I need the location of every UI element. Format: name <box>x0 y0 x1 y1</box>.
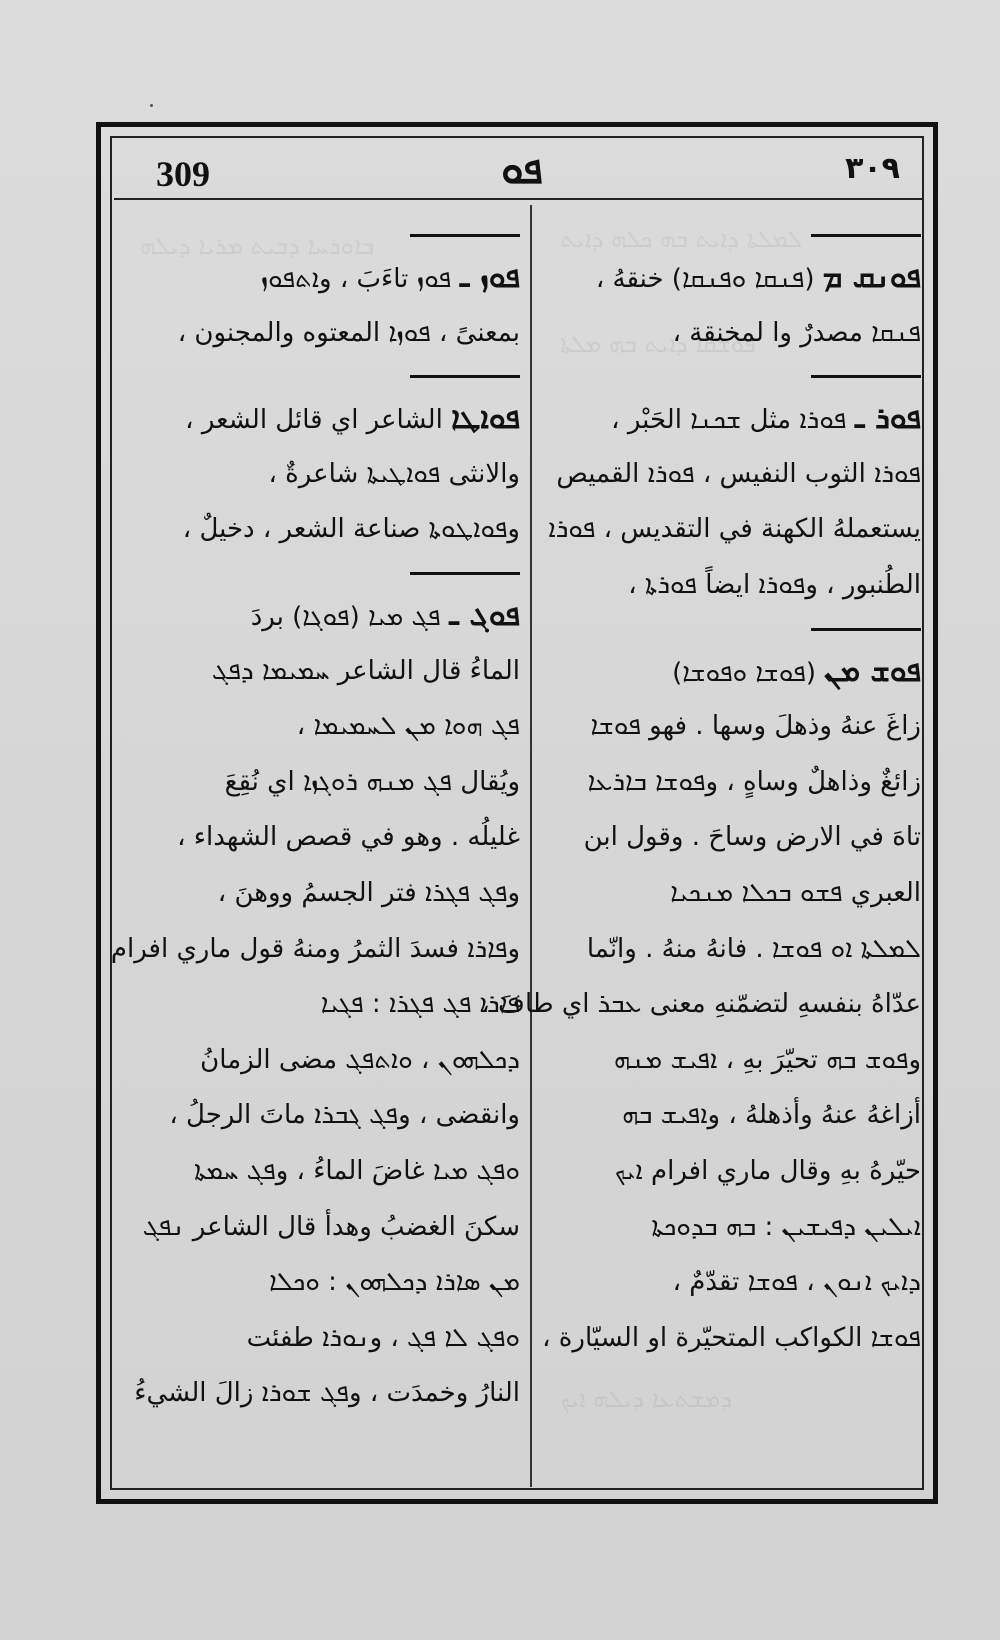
entry-text: يستعملهُ الكهنة في التقديس ، ܦܘܪܐ <box>548 514 921 545</box>
page-number-arabic: ٣٠٩ <box>845 151 900 186</box>
entry-text: بمعنىً ، ܦܘܙܐ المعتوه والمجنون ، <box>177 317 520 348</box>
text-line <box>543 1255 921 1311</box>
text-line <box>130 1366 520 1422</box>
text-line <box>543 502 921 558</box>
entry-text: والانثى ܦܘܐܛܝܬܐ شاعرةٌ ، <box>268 458 520 489</box>
text-line <box>543 447 921 503</box>
text-line <box>543 1088 921 1144</box>
text-line <box>543 866 921 922</box>
entry-text: ويُقال ܦܓ ܡܢܗ ܪܘܓܙܐ اي نُقِعَ <box>224 766 520 797</box>
entry-text: وܦܘܐܛܘܬܐ صناعة الشعر ، دخيلٌ ، <box>182 514 520 545</box>
entry-text: عدّاهُ بنفسهِ لتضمّنهِ معنى ܥܒܪ اي طافَ ، <box>481 989 921 1020</box>
text-line <box>130 502 520 558</box>
entry-text: تاهَ في الارض وساحَ . وقول ابن <box>583 822 921 853</box>
entry-text: ܦܘܙ تاءَبَ ، وܐܬܦܘܙ <box>260 264 452 294</box>
entry-separator-rule <box>543 361 921 391</box>
header-rule <box>114 198 922 200</box>
text-line <box>481 977 921 1033</box>
entry-text: وܦܐܪܐ فسدَ الثمرُ ومنهُ قول ماري افرام <box>110 933 520 964</box>
text-line <box>130 699 520 755</box>
entry-text: ܘܦܓ ܠܐ ܦܓ ، وܢܘܪܐ طفئت <box>246 1322 520 1353</box>
text-line <box>110 922 520 978</box>
text-line <box>543 699 921 755</box>
entry-headword: ܦܘܐܛܐ <box>451 401 520 437</box>
show-through-text: ܠܡܠܬܐ ܕܐܝܬ ܒܗ ܟܠܗ ܕܐܝܬ <box>560 225 803 253</box>
page-header <box>112 145 922 197</box>
entry-headword: ܦܘܢܩ ܡ <box>822 260 921 295</box>
entry-text: ܦܘܪܐ مثل ܫܟܢܐ الحَبْر ، <box>611 405 847 436</box>
entry-separator-rule <box>543 220 921 250</box>
text-line <box>130 306 520 362</box>
entry-text: حيّرهُ بهِ وقال ماري افرام ܐܝܟ <box>614 1155 921 1186</box>
text-line <box>130 250 520 306</box>
entry-text: ܕܟܠܗܘܢ ، ܘܐܬܦܓ مضى الزمانُ <box>200 1044 520 1075</box>
text-line <box>543 306 921 362</box>
text-line <box>543 810 921 866</box>
text-line <box>130 810 520 866</box>
entry-headword: ܦܘܫ ܡܢ <box>824 653 921 689</box>
text-line <box>130 1200 520 1256</box>
entry-text: ܦܓ ܡܝܐ (ܦܘܓܐ) بردَ <box>250 601 441 632</box>
entry-separator-rule <box>130 361 520 391</box>
entry-text: ܘܦܓ ܡܝܐ غاضَ الماءُ ، وܦܓ ܚܡܬܐ <box>193 1155 520 1186</box>
show-through-text: ܒܐܘܪܚܐ ܕܒܝܬ ܡܪܝܐ ܕܝܠܗ <box>140 232 375 260</box>
text-line <box>130 1033 520 1089</box>
text-line <box>130 755 520 811</box>
entry-text: غليلُه . وهو في قصص الشهداء ، <box>177 822 520 853</box>
entry-text: ܦܘܫܐ الكواكب المتحيّرة او السيّارة ، <box>542 1322 921 1353</box>
text-line <box>130 977 520 1033</box>
entry-headword: ܦܘܪ ـ <box>854 401 921 437</box>
entry-headword: ܦܘܓ ـ <box>448 597 520 633</box>
entry-text: سكنَ الغضبُ وهدأ قال الشاعر ܢܦܓ <box>142 1211 520 1242</box>
entry-text: ܦܐܪܐ ܦܓ ܦܓܪܐ : ܦܓܝܐ <box>320 989 520 1020</box>
text-line <box>130 1144 520 1200</box>
entry-text: (ܦܢܩܐ ܘܦܢܩܐ) خنقهُ ، <box>595 264 815 294</box>
entry-separator-rule <box>130 558 520 588</box>
entry-text: ܦܘܪܐ الثوب النفيس ، ܦܘܪܐ القميص <box>556 458 921 489</box>
text-line <box>130 644 520 700</box>
text-line <box>543 558 921 614</box>
column-divider <box>530 205 532 1487</box>
entry-text: (ܦܘܫܐ ܘܦܘܫܐ) <box>672 657 816 688</box>
entry-text: الشاعر اي قائل الشعر ، <box>185 405 443 436</box>
entry-text: النارُ وخمدَت ، وܦܓ ܫܘܪܐ زالَ الشيءُ <box>134 1378 520 1409</box>
text-line <box>543 1144 921 1200</box>
entry-text: ܡܢ ܣܐܪܐ ܕܟܠܗܘܢ : ܘܟܠܐ <box>269 1267 520 1298</box>
running-head: ܦܘ <box>501 147 543 193</box>
text-line <box>130 391 520 447</box>
text-line <box>543 644 921 700</box>
entry-text: وانقضى ، وܦܓ ܓܒܪܐ ماتَ الرجلُ ، <box>169 1100 520 1131</box>
text-line <box>543 755 921 811</box>
entry-text: زائغٌ وذاهلٌ وساهٍ ، وܦܘܫܐ ܒܐܪܥܐ <box>587 766 921 797</box>
entry-text: الماءُ قال الشاعر ܚܡܝܡܐ ܕܦܓ <box>211 655 520 686</box>
text-line <box>543 250 921 306</box>
show-through-text: ܦܘܫܩܐ ܕܐܝܬ ܒܗ ܡܠܬܐ <box>560 330 756 358</box>
entry-separator-rule <box>543 614 921 644</box>
entry-text: وܦܘܫ ܒܗ تحيّرَ بهِ ، ܐܦܝܫ ܡܢܗ <box>613 1044 921 1075</box>
left-column <box>110 220 520 1422</box>
entry-text: وܦܓ ܦܓܪܐ فتر الجسمُ ووهنَ ، <box>217 877 520 908</box>
text-line <box>543 391 921 447</box>
text-line <box>543 1200 921 1256</box>
page-number-latin: 309 <box>156 154 210 194</box>
entry-text: العبري ܦܫܘ ܒܟܠܐ ܡܢܟܝܐ <box>670 877 921 908</box>
text-line <box>543 922 921 978</box>
entry-separator-rule <box>130 220 520 250</box>
text-line <box>130 447 520 503</box>
entry-text: زاغَ عنهُ وذهلَ وسها . فهو ܦܘܫܐ <box>590 711 921 742</box>
text-line <box>130 1088 520 1144</box>
entry-text: ܦܢܩܐ مصدرٌ وا لمخنقة ، <box>672 317 921 348</box>
text-line <box>130 1255 520 1311</box>
entry-text: الطُنبور ، وܦܘܪܐ ايضاً ܦܘܪܬܐ ، <box>628 569 921 600</box>
text-line <box>130 588 520 644</box>
entry-headword: ܦܘܙ ـ <box>459 260 520 295</box>
text-line <box>543 1311 921 1367</box>
entry-text: ܦܓ ܗܘܐ ܡܢ ܠܚܡܝܡܐ ، <box>296 711 520 742</box>
show-through-text: ܕܡܫܬܥܐ ܕܝܠܗ ܐܝܟ <box>560 1385 733 1413</box>
text-line <box>543 1033 921 1089</box>
text-line <box>130 866 520 922</box>
entry-text: ܐܝܠܝܢ ܕܦܝܫܝܢ : ܒܗ ܒܕܘܟܬܐ <box>651 1211 921 1242</box>
entry-text: ܕܐܝܟ ܐܢܘܢ ، ܦܘܫܐ تقدّمٌ ، <box>672 1267 921 1298</box>
text-line <box>130 1311 520 1367</box>
paper-speck <box>150 104 153 107</box>
entry-text: أزاغهُ عنهُ وأذهلهُ ، وܐܦܝܫ ܒܗ <box>622 1100 921 1131</box>
entry-text: ܠܡܠܬܐ ܐܘ ܦܘܫܐ . فانهُ منهُ . وانّما <box>586 933 921 964</box>
